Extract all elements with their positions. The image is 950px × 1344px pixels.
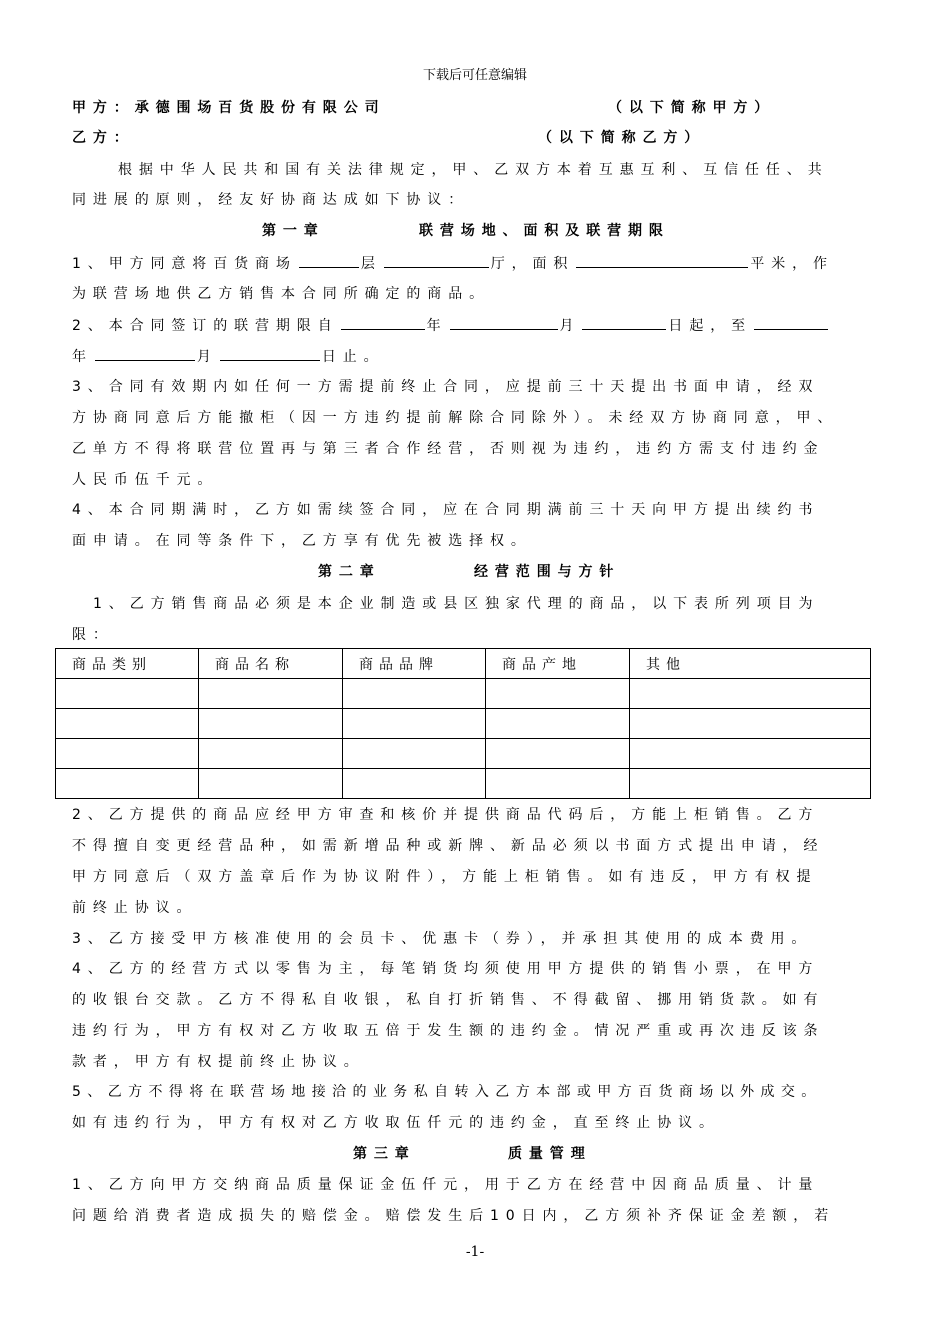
table-cell[interactable] [343, 679, 486, 709]
clause-1-1 [72, 253, 834, 274]
table-cell[interactable] [630, 709, 871, 739]
table-cell[interactable] [486, 739, 630, 769]
party-b-label: 乙方： [72, 130, 135, 146]
clause-1-2-text-b: 年 [426, 318, 448, 334]
table-cell[interactable] [343, 739, 486, 769]
clause-2-4-line-1: 4、乙方的经营方式以零售为主，每笔销货均须使用甲方提供的销售小票，在甲方 [72, 961, 820, 977]
table-cell[interactable] [630, 739, 871, 769]
blank-area [576, 253, 748, 268]
table-row [56, 739, 871, 769]
clause-1-3-line-4: 人民币伍千元。 [72, 472, 219, 488]
table-cell[interactable] [199, 679, 343, 709]
blank-floor [299, 253, 359, 268]
chapter-3-number: 第三章 [353, 1146, 416, 1162]
blank-end-day [220, 346, 320, 361]
blank-start-month [450, 315, 558, 330]
clause-2-2-line-4: 前终止协议。 [72, 900, 198, 916]
table-cell[interactable] [56, 679, 199, 709]
clause-1-2 [72, 315, 830, 336]
party-a-alias: （以下简称甲方） [608, 100, 776, 116]
table-row [56, 679, 871, 709]
chapter-1-title: 联营场地、面积及联营期限 [419, 223, 670, 239]
table-cell[interactable] [486, 709, 630, 739]
goods-table [55, 648, 871, 799]
chapter-3-title: 质量管理 [508, 1146, 592, 1162]
table-header-cell: 商品品牌 [343, 649, 486, 679]
table-cell[interactable] [343, 769, 486, 799]
table-cell[interactable] [630, 769, 871, 799]
table-row [56, 709, 871, 739]
party-a-label: 甲方：承德围场百货股份有限公司 [72, 100, 386, 116]
clause-1-1-text-a: 1、甲方同意将百货商场 [72, 256, 297, 272]
clause-1-2-text-g: 日止。 [321, 349, 385, 365]
blank-start-year [341, 315, 425, 330]
clause-2-1-line-1: 1、乙方销售商品必须是本企业制造或县区独家代理的商品，以下表所列项目为 [93, 596, 820, 612]
clause-2-2-line-1: 2、乙方提供的商品应经甲方审查和核价并提供商品代码后，方能上柜销售。乙方 [72, 807, 820, 823]
blank-end-year [754, 315, 828, 330]
clause-2-3-line-1: 3、乙方接受甲方核准使用的会员卡、优惠卡（券），并承担其使用的成本费用。 [72, 931, 813, 947]
chapter-1-number: 第一章 [262, 223, 325, 239]
intro-line-2: 同进展的原则，经友好协商达成如下协议： [72, 192, 470, 208]
table-cell[interactable] [56, 739, 199, 769]
page-number: -1- [465, 1244, 485, 1260]
clause-1-3-line-3: 乙单方不得将联营位置再与第三者合作经营，否则视为违约，违约方需支付违约金 [72, 441, 825, 457]
clause-1-2-text-a: 2、本合同签订的联营期限自 [72, 318, 339, 334]
table-header-cell: 商品类别 [56, 649, 199, 679]
table-header-cell: 其他 [630, 649, 871, 679]
table-cell[interactable] [199, 769, 343, 799]
table-cell[interactable] [486, 769, 630, 799]
clause-1-1-text-d: 平米，作 [750, 256, 834, 272]
clause-1-2-text-e: 年 [72, 349, 93, 365]
table-cell[interactable] [199, 709, 343, 739]
table-row [56, 769, 871, 799]
table-cell[interactable] [486, 679, 630, 709]
intro-line-1: 根据中华人民共和国有关法律规定，甲、乙双方本着互惠互利、互信任任、共 [118, 162, 829, 178]
table-cell[interactable] [343, 709, 486, 739]
blank-hall [384, 253, 489, 268]
table-cell[interactable] [630, 679, 871, 709]
clause-2-4-line-4: 款者，甲方有权提前终止协议。 [72, 1054, 365, 1070]
clause-3-1-line-2: 问题给消费者造成损失的赔偿金。赔偿发生后10日内，乙方须补齐保证金差额，若 [72, 1208, 836, 1224]
chapter-2-number: 第二章 [318, 564, 381, 580]
clause-3-1-line-1: 1、乙方向甲方交纳商品质量保证金伍仟元，用于乙方在经营中因商品质量、计量 [72, 1177, 820, 1193]
clause-1-3-line-2: 方协商同意后方能撤柜（因一方违约提前解除合同除外）。未经双方协商同意，甲、 [72, 410, 839, 426]
blank-start-day [582, 315, 666, 330]
clause-2-4-line-2: 的收银台交款。乙方不得私自收银，私自打折销售、不得截留、挪用销货款。如有 [72, 992, 825, 1008]
clause-1-3-line-1: 3、合同有效期内如任何一方需提前终止合同，应提前三十天提出书面申请，经双 [72, 379, 820, 395]
clause-2-2-line-3: 甲方同意后（双方盖章后作为协议附件），方能上柜销售。如有违反，甲方有权提 [72, 869, 818, 885]
table-cell[interactable] [199, 739, 343, 769]
clause-2-5-line-1: 5、乙方不得将在联营场地接洽的业务私自转入乙方本部或甲方百货商场以外成交。 [72, 1084, 822, 1100]
clause-2-2-line-2: 不得擅自变更经营品种，如需新增品种或新牌、新品必须以书面方式提出申请，经 [72, 838, 825, 854]
clause-1-1-text-b: 层 [360, 256, 382, 272]
table-cell[interactable] [56, 769, 199, 799]
clause-1-4-line-1: 4、本合同期满时，乙方如需续签合同，应在合同期满前三十天向甲方提出续约书 [72, 502, 820, 518]
blank-end-month [95, 346, 195, 361]
table-cell[interactable] [56, 709, 199, 739]
party-b-alias: （以下简称乙方） [538, 130, 706, 146]
page-header: 下载后可任意编辑 [422, 68, 527, 83]
chapter-2-title: 经营范围与方针 [474, 564, 621, 580]
clause-1-2-text-c: 月 [559, 318, 581, 334]
clause-1-2-text-f: 月 [196, 349, 218, 365]
clause-1-2-line-2 [72, 346, 385, 367]
clause-1-2-text-d: 日起，至 [668, 318, 753, 334]
table-header-row [56, 649, 871, 679]
clause-2-5-line-2: 如有违约行为，甲方有权对乙方收取伍仟元的违约金，直至终止协议。 [72, 1115, 720, 1131]
clause-1-4-line-2: 面申请。在同等条件下，乙方享有优先被选择权。 [72, 533, 532, 549]
clause-2-4-line-3: 违约行为，甲方有权对乙方收取五倍于发生额的违约金。情况严重或再次违反该条 [72, 1023, 825, 1039]
clause-1-1-text-c: 厅，面积 [490, 256, 575, 272]
clause-2-1-line-2: 限： [72, 627, 114, 643]
table-header-cell: 商品产地 [486, 649, 630, 679]
table-header-cell: 商品名称 [199, 649, 343, 679]
clause-1-1-line-2: 为联营场地供乙方销售本合同所确定的商品。 [72, 286, 490, 302]
